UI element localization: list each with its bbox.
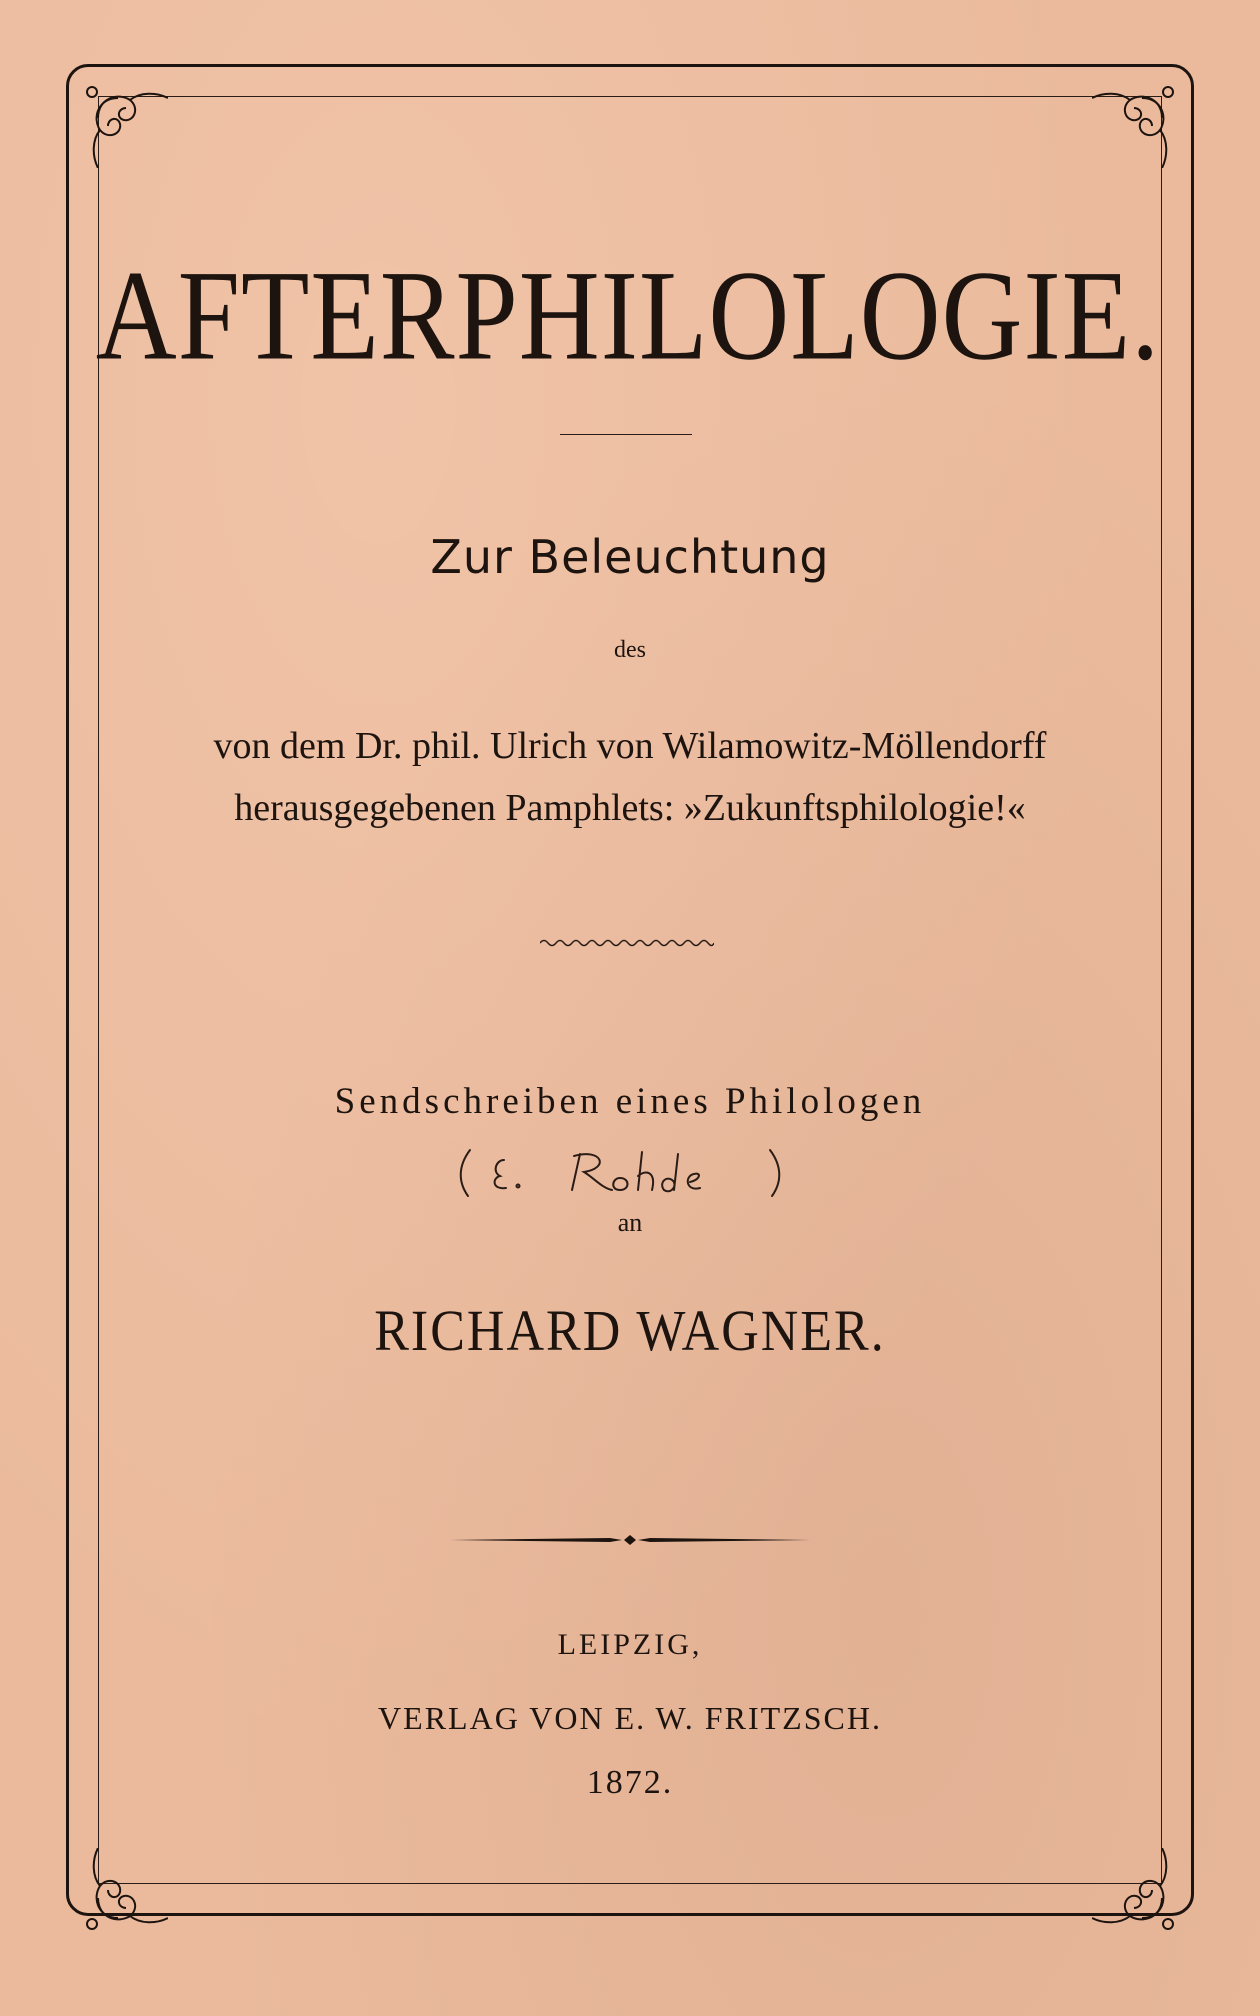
corner-flourish-icon	[1092, 78, 1182, 168]
corner-flourish-icon	[78, 1848, 168, 1938]
description-line-1: von dem Dr. phil. Ulrich von Wilamowitz-Möllendorff	[213, 725, 1047, 767]
publication-year: 1872.	[586, 1764, 674, 1801]
subtitle: Zur Beleuchtung	[430, 530, 830, 584]
connector-des: des	[614, 637, 646, 663]
wavy-divider-icon	[540, 936, 714, 950]
description-line-2: herausgegebenen Pamphlets: »Zukunftsphilologie!«	[234, 787, 1026, 829]
connector-an: an	[617, 1208, 643, 1237]
corner-flourish-icon	[78, 78, 168, 168]
page-title: AFTERPHILOLOGIE.	[95, 244, 1161, 388]
sendschreiben-line: Sendschreiben eines Philologen	[334, 1081, 926, 1122]
corner-flourish-icon	[1092, 1848, 1182, 1938]
publisher-line: VERLAG VON E. W. FRITZSCH.	[378, 1700, 882, 1736]
recipient-name: RICHARD WAGNER.	[374, 1299, 886, 1364]
title-divider-rule	[560, 434, 692, 435]
publication-place: LEIPZIG,	[557, 1628, 703, 1661]
ornamental-divider-icon	[450, 1530, 810, 1550]
handwritten-annotation	[452, 1142, 792, 1202]
